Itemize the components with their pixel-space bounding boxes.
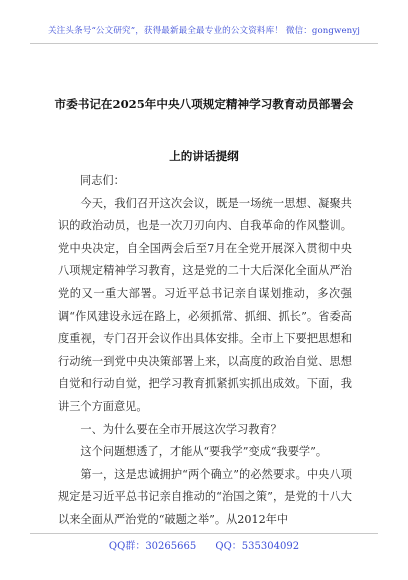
footer-contact xyxy=(0,537,408,552)
document-title-line-1: 市委书记在2025年中央八项规定精神学习教育动员部署会 xyxy=(54,97,354,111)
body-paragraph-3: 第一，这是忠诚拥护“两个确立”的必然要求。中央八项规定是习近平总书记亲自推动的“治国之策”，是党的十八大以来全面从严治党的“破题之举”。从2012年中 xyxy=(58,467,352,526)
document-title-line-2: 上的讲话提纲 xyxy=(169,149,239,163)
body-paragraph-2: 这个问题想透了，才能从“要我学”变成“我要学”。 xyxy=(80,445,328,459)
document-body xyxy=(58,170,352,532)
body-paragraph-1: 今天，我们召开这次会议，既是一场统一思想、凝聚共识的政治动员，也是一次刀刃向内、自我革命的作风整训。党中央决定，自全国两会后至7月在全党开展深入贯彻中央八项规定精神学习教育，这是党的二十大后深化全面从严治党的又一重大部署。习近平总书记亲自谋划推动，多次强调“作风建设永远在路上，必须抓常、抓细、抓长”。省委高度重视，专门召开会议作出具体安排。全市上下要把思想和行动统一到党中央决策部署上来，以高度的政治自觉、思想自觉和行动自觉，把学习教育抓紧抓实抓出成效。下面，我讲三个方面意见。 xyxy=(58,196,352,413)
header-divider xyxy=(30,43,378,44)
greeting: 同志们： xyxy=(80,174,125,187)
footer-qq-group: QQ群：30265665 xyxy=(108,541,197,552)
footer-divider xyxy=(30,533,378,534)
section-heading-1: 一、为什么要在全市开展这次学习教育？ xyxy=(80,422,282,436)
footer-qq-number: QQ：535304092 xyxy=(215,541,300,552)
header-banner: 关注头条号“公文研究”，获得最新最全最专业的公文资料库！ 微信：gongwenyj xyxy=(47,26,361,36)
